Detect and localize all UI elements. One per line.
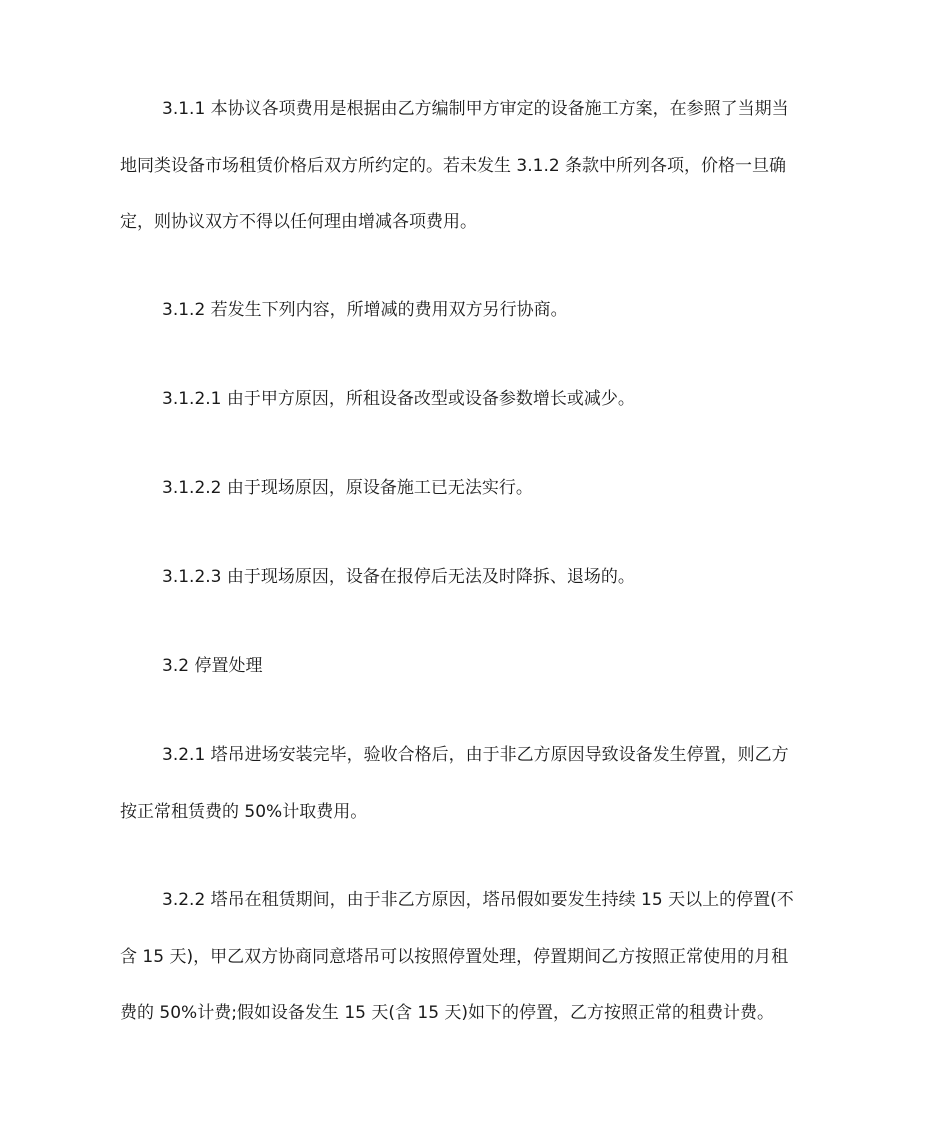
text-line: 3.2.1 塔吊进场安装完毕，验收合格后，由于非乙方原因导致设备发生停置，则乙方 [162,745,789,765]
paragraph-3-1-2 [120,282,832,339]
paragraph-3-1-1 [120,81,832,251]
text-line: 定，则协议双方不得以任何理由增减各项费用。 [120,212,477,232]
paragraph-3-1-2-1 [120,371,832,428]
text-line: 3.1.2.2 由于现场原因，原设备施工已无法实行。 [162,478,533,498]
text-line: 3.1.2.1 由于甲方原因，所租设备改型或设备参数增长或减少。 [162,389,635,409]
text-line: 含 15 天)，甲乙双方协商同意塔吊可以按照停置处理，停置期间乙方按照正常使用的月租 [120,946,789,967]
paragraph-3-2-1 [120,727,832,840]
text-line: 3.2 停置处理 [162,656,263,676]
text-line: 3.1.1 本协议各项费用是根据由乙方编制甲方审定的设备施工方案，在参照了当期当 [162,99,789,119]
section-heading-3-2 [120,638,832,695]
paragraph-3-2-2 [120,872,832,1042]
text-line: 3.1.2.3 由于现场原因，设备在报停后无法及时降拆、退场的。 [162,567,635,587]
text-line: 地同类设备市场租赁价格后双方所约定的。若未发生 3.1.2 条款中所列各项，价格一旦确 [120,155,787,176]
paragraph-3-1-2-3 [120,549,832,606]
text-line: 按正常租赁费的 50%计取费用。 [120,801,368,822]
text-line: 费的 50%计费;假如设备发生 15 天(含 15 天)如下的停置，乙方按照正常的租费计费。 [120,1003,775,1023]
text-line: 3.1.2 若发生下列内容，所增减的费用双方另行协商。 [162,300,568,320]
paragraph-3-1-2-2 [120,460,832,517]
text-line: 3.2.2 塔吊在租赁期间，由于非乙方原因，塔吊假如要发生持续 15 天以上的停置(不 [162,890,794,910]
